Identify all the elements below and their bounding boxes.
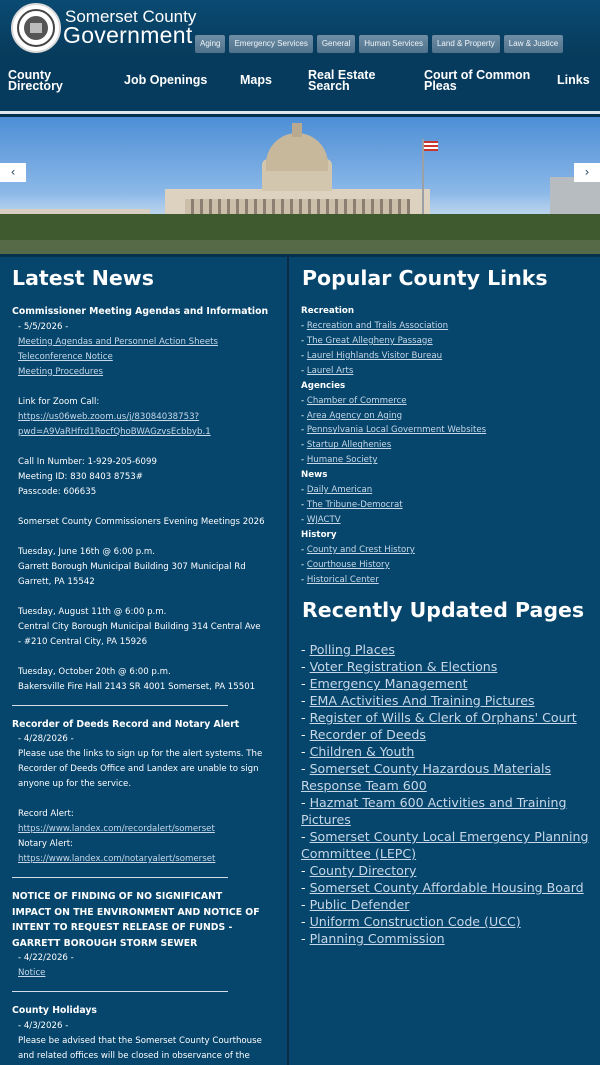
nav-court-of-common-pleas[interactable]: Court of Common Pleas — [424, 68, 531, 93]
courthouse-banner-image — [0, 117, 600, 254]
meeting-1-location: Garrett Borough Municipal Building 307 Municipal Rd — [18, 561, 246, 572]
recent-page-link[interactable]: Voter Registration & Elections — [309, 659, 498, 674]
tab-law-justice[interactable]: Law & Justice — [504, 35, 563, 53]
category-history: History — [301, 529, 337, 540]
popular-link[interactable]: Courthouse History — [306, 559, 390, 570]
nav-real-estate-search[interactable]: Real Estate Search — [308, 68, 376, 93]
evening-meetings-title: Somerset County Commissioners Evening Meetings 2026 — [18, 516, 265, 527]
site-title-line1[interactable]: Somerset County — [65, 7, 197, 26]
meeting-1-date: Tuesday, June 16th @ 6:00 p.m. — [18, 546, 155, 557]
meeting-3-location: Bakersville Fire Hall 2143 SR 4001 Somerset, PA 15501 — [18, 681, 256, 692]
news-title[interactable]: County Holidays — [12, 1005, 97, 1016]
teleconference-notice-link[interactable]: Teleconference Notice — [18, 351, 113, 362]
passcode: Passcode: 606635 — [18, 486, 97, 497]
site-header — [0, 0, 600, 56]
nav-job-openings[interactable]: Job Openings — [124, 73, 208, 87]
news-divider — [12, 877, 228, 878]
popular-link[interactable]: Daily American — [306, 485, 373, 496]
recent-page-link[interactable]: Somerset County Hazardous Materials Response Team 600 — [301, 761, 552, 793]
record-alert-link[interactable]: https://www.landex.com/recordalert/somerset — [18, 824, 215, 834]
tab-general[interactable]: General — [317, 35, 355, 53]
recent-page-link[interactable]: Recorder of Deeds — [309, 727, 426, 742]
recent-page-link[interactable]: Public Defender — [309, 897, 410, 912]
news-title-cont[interactable]: IMPACT ON THE ENVIRONMENT AND NOTICE OF — [12, 906, 260, 918]
news-title[interactable]: Recorder of Deeds Record and Notary Alert — [12, 718, 240, 730]
news-date: - 4/28/2026 - — [18, 734, 74, 744]
category-news: News — [301, 470, 328, 481]
right-column — [289, 257, 600, 1065]
zoom-link[interactable]: https://us06web.zoom.us/j/83084038753? — [18, 411, 200, 422]
popular-link[interactable]: Pennsylvania Local Government Websites — [306, 425, 487, 436]
county-seal-logo[interactable] — [11, 3, 61, 53]
popular-link[interactable]: Chamber of Commerce — [306, 395, 407, 406]
tab-human-services[interactable]: Human Services — [359, 35, 428, 53]
recent-page-link[interactable]: Hazmat Team 600 Activities and Training Pictures — [301, 795, 567, 827]
recent-pages-list: - Polling Places - Voter Registration & Elections - Emergency Management - EMA Activities And Training Pictures - Register of Wills & Clerk of Orphans' Court - Recorder of Deeds - Children & Youth - Somerset County Hazardous Materials Response Team 600 - Hazmat Team 600 Activities and Training Pictures - Somerset County Local Emergency Planning Committee (LEPC) - County Directory - Somerset County Affordable Housing Board - Public Defender - Uniform Construction Code (UCC) - Planning Commission — [301, 642, 589, 946]
news-title-cont[interactable]: GARRETT BOROUGH STORM SEWER — [12, 937, 198, 949]
notary-alert-label: Notary Alert: — [18, 839, 74, 849]
recent-pages-heading: Recently Updated Pages — [302, 598, 585, 622]
news-date: - 4/3/2026 - — [18, 1020, 69, 1031]
meeting-procedures-link[interactable]: Meeting Procedures — [18, 366, 104, 377]
news-item — [12, 304, 287, 1064]
meeting-id: Meeting ID: 830 8403 8753# — [18, 471, 143, 482]
news-title[interactable]: NOTICE OF FINDING OF NO SIGNIFICANT — [12, 891, 223, 902]
latest-news-heading: Latest News — [12, 266, 154, 290]
popular-link[interactable]: Startup Alleghenies — [306, 440, 392, 451]
news-text: Please be advised that the Somerset County Courthouse — [18, 1035, 262, 1046]
tab-aging[interactable]: Aging — [195, 35, 225, 53]
record-alert-label: Record Alert: — [18, 809, 74, 819]
popular-link[interactable]: The Tribune-Democrat — [306, 500, 403, 511]
news-title[interactable]: Commissioner Meeting Agendas and Information — [12, 306, 269, 317]
news-date: - 5/5/2026 - — [18, 321, 69, 332]
recent-page-link[interactable]: Polling Places — [309, 642, 395, 657]
nav-county-directory[interactable]: County Directory — [8, 68, 63, 93]
zoom-heading: Link for Zoom Call: — [18, 396, 100, 407]
news-text: Recorder of Deeds Office and Landex are unable to sign — [18, 764, 259, 774]
nav-maps[interactable]: Maps — [240, 73, 272, 87]
notary-alert-link[interactable]: https://www.landex.com/notaryalert/somerset — [18, 854, 216, 864]
recent-page-link[interactable]: County Directory — [309, 863, 417, 878]
zoom-link-cont[interactable]: pwd=A9VaRHfrd1RocfQhoBWAGzvsEcbbyb.1 — [18, 426, 211, 437]
news-title-cont[interactable]: INTENT TO REQUEST RELEASE OF FUNDS - — [12, 922, 233, 933]
news-divider — [12, 991, 228, 992]
call-in-number: Call In Number: 1-929-205-6099 — [18, 456, 157, 467]
meeting-2-location: Central City Borough Municipal Building 314 Central Ave — [18, 621, 261, 632]
popular-links-list: Recreation - Recreation and Trails Association - The Great Allegheny Passage - Laurel Highlands Visitor Bureau - Laurel Arts Agencies - Chamber of Commerce - Area Agency on Aging - Pennsylvania Local Government Websites - Startup Alleghenies - Humane Society News - Daily American - The Tribune-Democrat - WJACTV History - County and Crest History - Courthouse History - Historical Center — [301, 304, 596, 588]
category-recreation: Recreation — [301, 306, 355, 316]
nav-links[interactable]: Links — [557, 73, 590, 87]
popular-link[interactable]: Recreation and Trails Association — [306, 321, 449, 331]
meeting-2-location-cont: - #210 Central City, PA 15926 — [18, 636, 148, 647]
latest-news-column — [0, 257, 289, 1065]
news-text: Please use the links to sign up for the alert systems. The — [18, 749, 263, 759]
recent-page-link[interactable]: Emergency Management — [309, 676, 468, 691]
tab-emergency-services[interactable]: Emergency Services — [229, 35, 312, 53]
recent-page-link[interactable]: EMA Activities And Training Pictures — [309, 693, 535, 708]
meeting-2-date: Tuesday, August 11th @ 6:00 p.m. — [18, 606, 167, 617]
recent-page-link[interactable]: Register of Wills & Clerk of Orphans' Court — [309, 710, 577, 725]
site-title-line2[interactable]: Government — [63, 22, 193, 48]
news-text: anyone up for the service. — [18, 779, 132, 789]
popular-link[interactable]: WJACTV — [306, 514, 341, 525]
notice-link[interactable]: Notice — [18, 968, 46, 978]
popular-link[interactable]: Laurel Arts — [306, 365, 354, 376]
meeting-3-date: Tuesday, October 20th @ 6:00 p.m. — [18, 666, 171, 677]
popular-link[interactable]: County and Crest History — [306, 544, 415, 555]
meeting-agendas-link[interactable]: Meeting Agendas and Personnel Action Sheets — [18, 336, 218, 347]
recent-page-link[interactable]: Planning Commission — [309, 931, 445, 946]
tab-land-property[interactable]: Land & Property — [432, 35, 500, 53]
news-divider — [12, 705, 228, 706]
meeting-1-location-cont: Garrett, PA 15542 — [18, 576, 95, 587]
popular-link[interactable]: Humane Society — [306, 455, 378, 466]
news-date: - 4/22/2026 - — [18, 953, 74, 963]
popular-link[interactable]: Laurel Highlands Visitor Bureau — [306, 350, 443, 361]
banner-next-arrow-icon[interactable]: › — [574, 163, 600, 182]
popular-link[interactable]: Historical Center — [306, 574, 379, 585]
recent-page-link[interactable]: Uniform Construction Code (UCC) — [309, 914, 521, 929]
popular-link[interactable]: The Great Allegheny Passage — [306, 335, 433, 346]
top-tab-bar — [195, 35, 563, 53]
popular-links-heading: Popular County Links — [302, 266, 548, 290]
popular-link[interactable]: Area Agency on Aging — [306, 410, 403, 421]
recent-page-link[interactable]: Children & Youth — [309, 744, 415, 759]
main-nav — [0, 56, 600, 114]
news-text: and related offices will be closed in observance of the — [18, 1050, 250, 1061]
recent-page-link[interactable]: Somerset County Affordable Housing Board — [309, 880, 584, 895]
banner-prev-arrow-icon[interactable]: ‹ — [0, 163, 26, 182]
category-agencies: Agencies — [301, 380, 346, 391]
recent-page-link[interactable]: Somerset County Local Emergency Planning Committee (LEPC) — [301, 829, 589, 861]
